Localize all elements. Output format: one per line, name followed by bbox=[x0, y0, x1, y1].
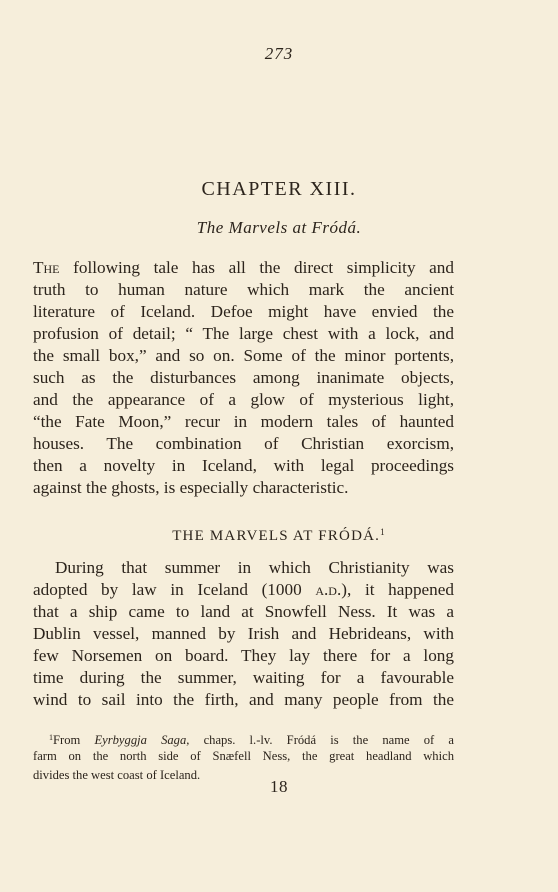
paragraph-line: literature of Iceland. Defoe might have envied the bbox=[33, 302, 454, 321]
paragraph-line: adopted by law in Iceland (1000 a.d.), it happened bbox=[33, 580, 454, 599]
paragraph-line: against the ghosts, is especially characteristic. bbox=[33, 478, 349, 497]
intro-paragraph bbox=[33, 257, 454, 499]
paragraph-line: and the appearance of a glow of mysterious light, bbox=[33, 390, 454, 409]
paragraph-line: profusion of detail; “ The large chest with a lock, and bbox=[33, 324, 454, 343]
page-number: 273 bbox=[264, 44, 294, 63]
paragraph-line: few Norsemen on board. They lay there for a long bbox=[33, 646, 454, 665]
paragraph-line: such as the disturbances among inanimate objects, bbox=[33, 368, 454, 387]
chapter-subtitle: The Marvels at Fródá. bbox=[196, 218, 362, 237]
paragraph-line: the small box,” and so on. Some of the minor portents, bbox=[33, 346, 454, 365]
paragraph-line: “the Fate Moon,” recur in modern tales of haunted bbox=[33, 412, 454, 431]
paragraph-line: wind to sail into the firth, and many people from the bbox=[33, 690, 454, 709]
footnote-marker: 1 bbox=[49, 733, 53, 742]
section-heading bbox=[0, 527, 558, 545]
footnote-source: Eyrbyggja Saga, bbox=[94, 733, 190, 747]
paragraph-line: time during the summer, waiting for a favourable bbox=[33, 668, 454, 687]
footnote-line: farm on the north side of Snæfell Ness, the great headland which bbox=[33, 749, 454, 763]
paragraph-line: Dublin vessel, manned by Irish and Hebrideans, with bbox=[33, 624, 454, 643]
section-heading-text: THE MARVELS AT FRÓDÁ. bbox=[172, 528, 381, 544]
paragraph-line: houses. The combination of Christian exorcism, bbox=[33, 434, 454, 453]
signature-mark: 18 bbox=[270, 777, 288, 796]
chapter-title: CHAPTER XIII. bbox=[201, 178, 357, 200]
paragraph-line: During that summer in which Christianity was bbox=[55, 558, 454, 577]
paragraph-line: truth to human nature which mark the ancient bbox=[33, 280, 454, 299]
paragraph-line: that a ship came to land at Snowfell Ness. It was a bbox=[33, 602, 454, 621]
footnote-reference: 1 bbox=[380, 527, 386, 537]
paragraph-line: The following tale has all the direct simplicity and bbox=[33, 258, 454, 277]
footnote-line: $^1$From Eyrbyggja Saga, chaps. l.-lv. Fródá is the name of a bbox=[49, 733, 454, 747]
story-paragraph bbox=[33, 557, 454, 711]
footnote-line: divides the west coast of Iceland. bbox=[33, 768, 201, 782]
drop-word: The bbox=[33, 258, 60, 277]
paragraph-line: then a novelty in Iceland, with legal proceedings bbox=[33, 456, 454, 475]
